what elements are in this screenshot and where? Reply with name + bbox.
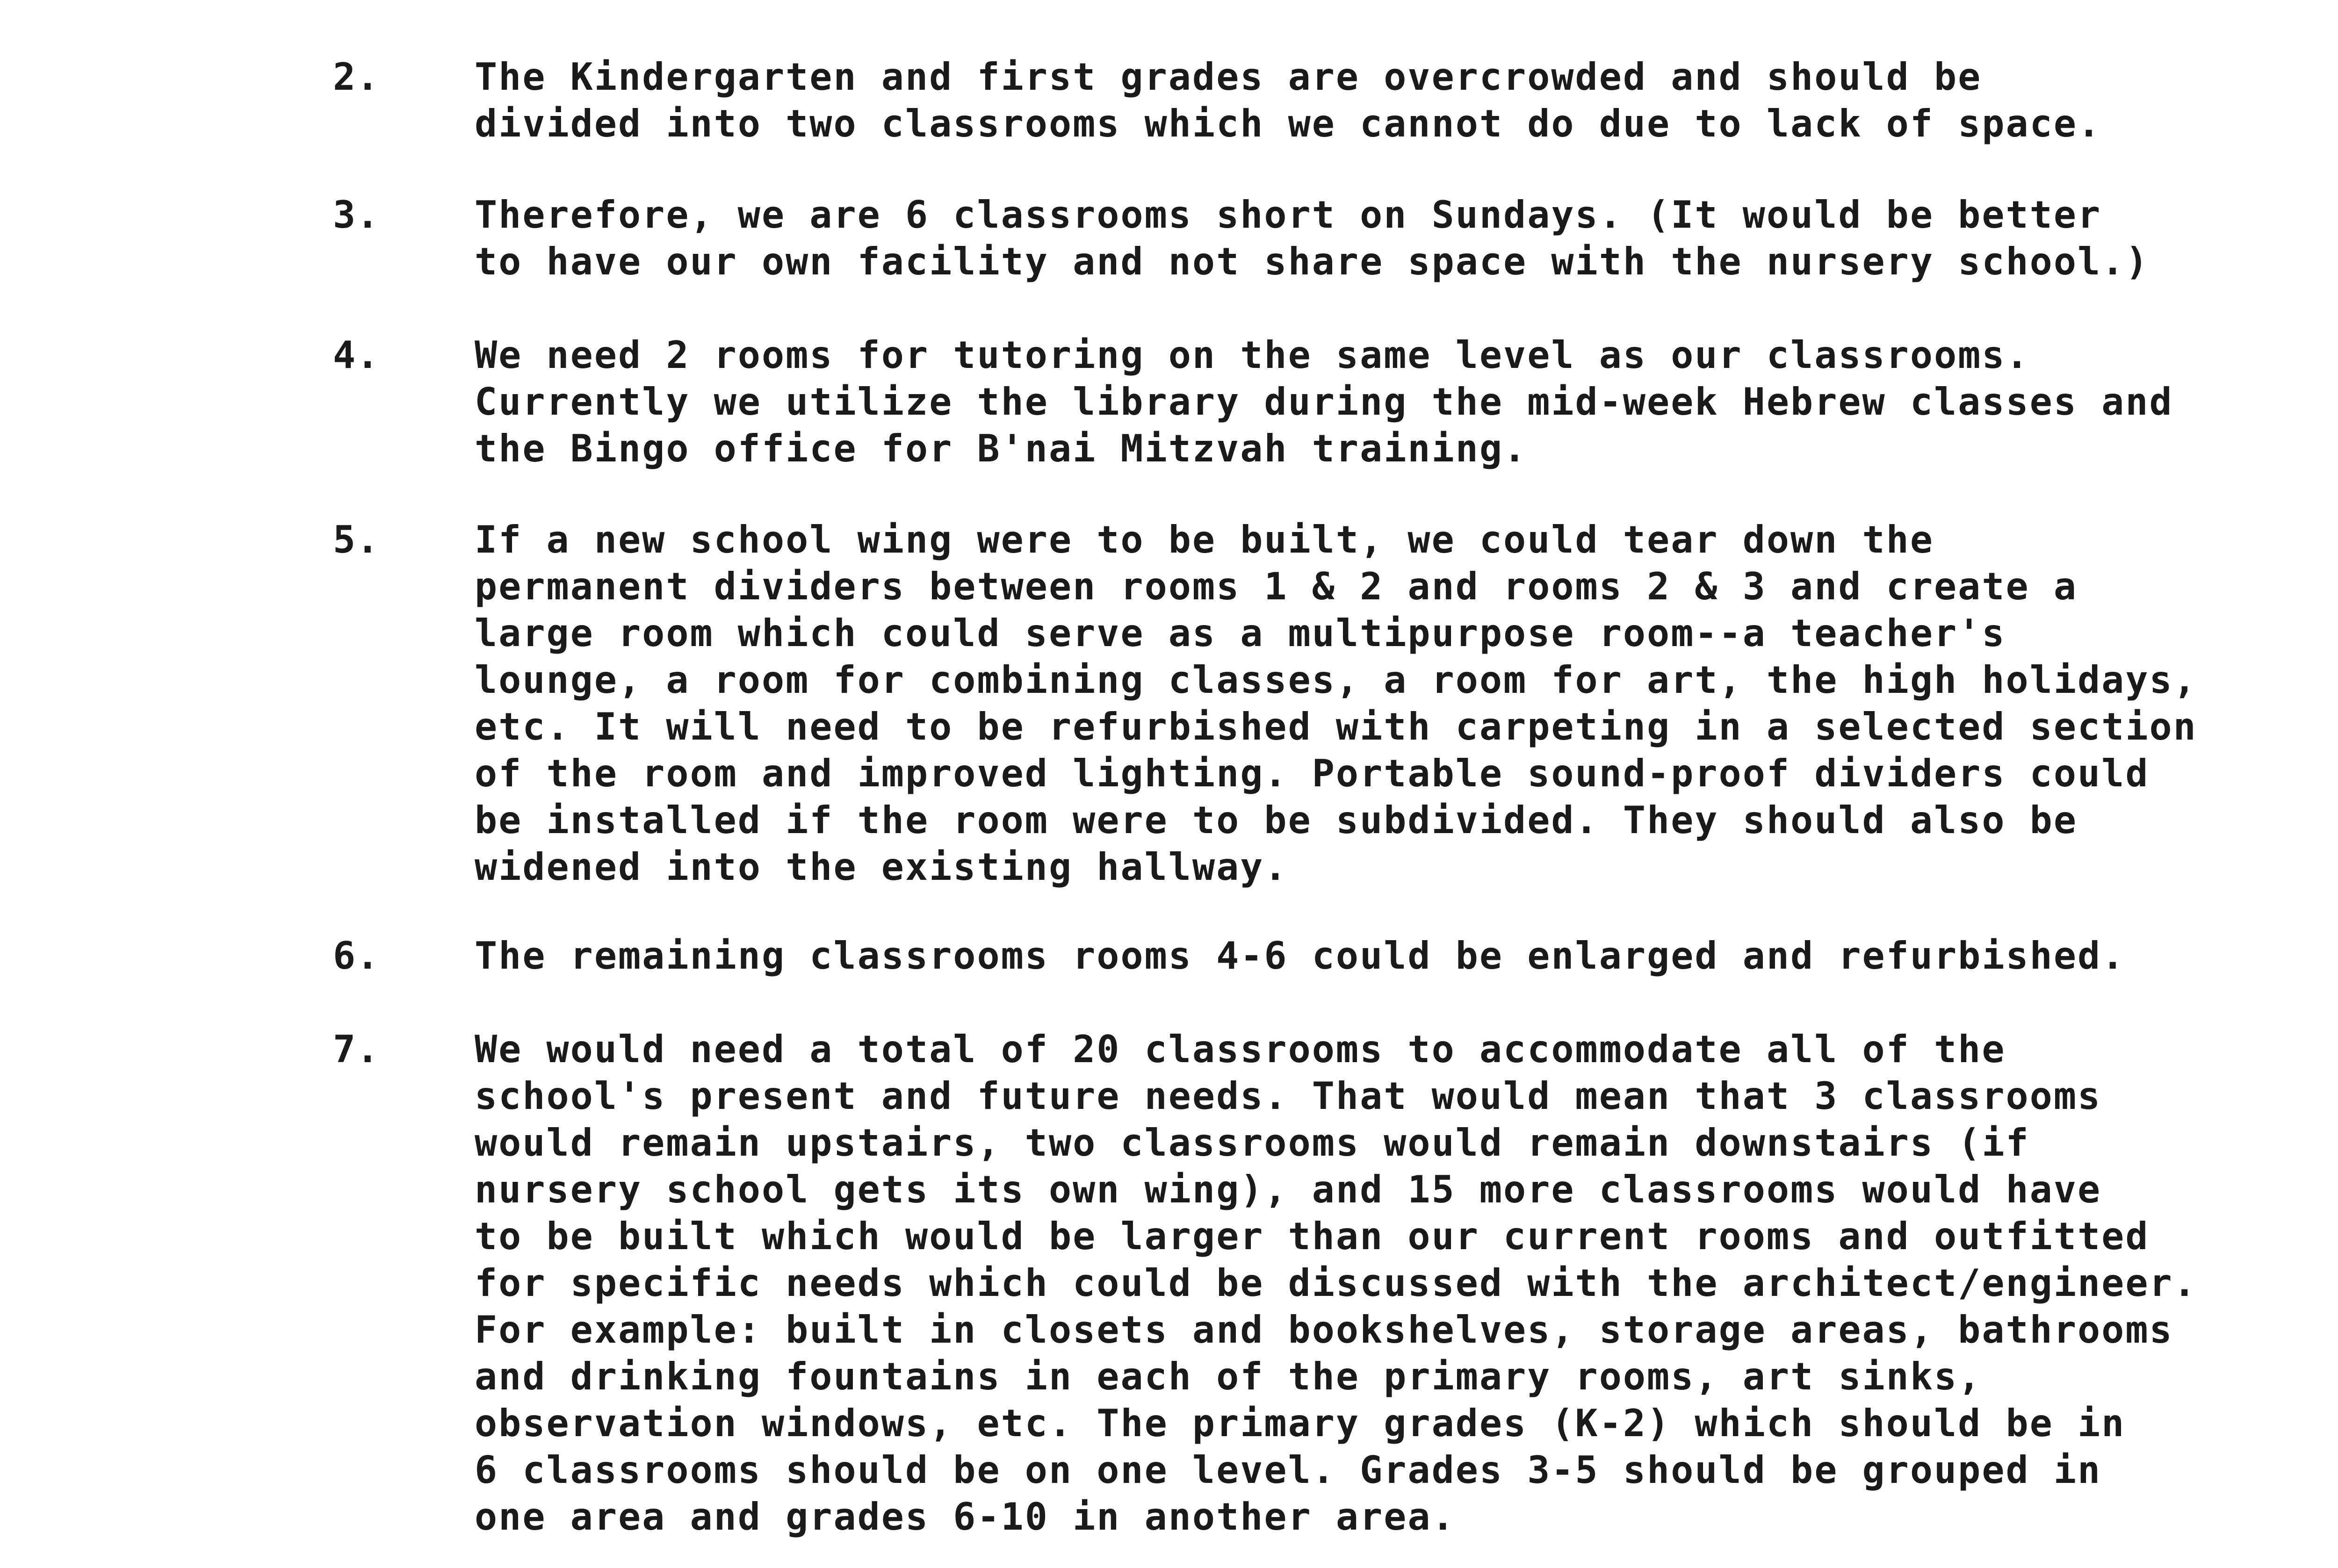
paragraph-line: 6 classrooms should be on one level. Grades 3-5 should be grouped in (475, 1448, 2102, 1492)
paragraph-line: If a new school wing were to be built, we could tear down the (475, 518, 1934, 561)
item-number: 3. (333, 193, 380, 237)
paragraph-line: widened into the existing hallway. (475, 845, 1288, 889)
paragraph-line: to be built which would be larger than our current rooms and outfitted (475, 1215, 2150, 1258)
paragraph-line: one area and grades 6-10 in another area. (475, 1495, 1456, 1539)
paragraph-line: Therefore, we are 6 classrooms short on Sundays. (It would be better (475, 193, 2102, 237)
item-paragraph (475, 192, 2251, 285)
paragraph-line: large room which could serve as a multipurpose room--a teacher's (475, 611, 2006, 655)
item-paragraph (475, 933, 2251, 979)
paragraph-line: school's present and future needs. That would mean that 3 classrooms (475, 1074, 2102, 1118)
paragraph-line: permanent dividers between rooms 1 & 2 and rooms 2 & 3 and create a (475, 565, 2078, 608)
item-number: 2. (333, 55, 380, 99)
item-paragraph (475, 517, 2251, 891)
paragraph-line: nursery school gets its own wing), and 15 more classrooms would have (475, 1168, 2102, 1211)
paragraph-line: lounge, a room for combining classes, a room for art, the high holidays, (475, 658, 2197, 702)
paragraph-line: of the room and improved lighting. Portable sound-proof dividers could (475, 752, 2150, 795)
paragraph-line: to have our own facility and not share space with the nursery school.) (475, 240, 2150, 283)
item-number: 4. (333, 333, 380, 377)
item-number: 6. (333, 934, 380, 978)
item-number: 5. (333, 518, 380, 561)
item-paragraph (475, 332, 2251, 472)
paragraph-line: and drinking fountains in each of the primary rooms, art sinks, (475, 1355, 1982, 1398)
paragraph-line: be installed if the room were to be subdivided. They should also be (475, 798, 2078, 842)
paragraph-line: etc. It will need to be refurbished with carpeting in a selected section (475, 705, 2197, 748)
paragraph-line: for specific needs which could be discussed with the architect/engineer. (475, 1261, 2197, 1305)
paragraph-line: the Bingo office for B'nai Mitzvah training. (475, 427, 1528, 470)
paragraph-line: The Kindergarten and first grades are overcrowded and should be (475, 55, 1982, 99)
paragraph-line: The remaining classrooms rooms 4-6 could be enlarged and refurbished. (475, 934, 2126, 978)
paragraph-line: observation windows, etc. The primary grades (K-2) which should be in (475, 1402, 2126, 1445)
paragraph-line: divided into two classrooms which we cannot do due to lack of space. (475, 102, 2102, 145)
paragraph-line: would remain upstairs, two classrooms would remain downstairs (if (475, 1121, 2030, 1165)
item-number: 7. (333, 1028, 380, 1071)
item-paragraph (475, 1026, 2251, 1540)
paragraph-line: For example: built in closets and bookshelves, storage areas, bathrooms (475, 1308, 2173, 1352)
paragraph-line: Currently we utilize the library during the mid-week Hebrew classes and (475, 380, 2173, 424)
paragraph-line: We need 2 rooms for tutoring on the same level as our classrooms. (475, 333, 2030, 377)
item-paragraph (475, 54, 2251, 147)
paragraph-line: We would need a total of 20 classrooms to accommodate all of the (475, 1028, 2006, 1071)
